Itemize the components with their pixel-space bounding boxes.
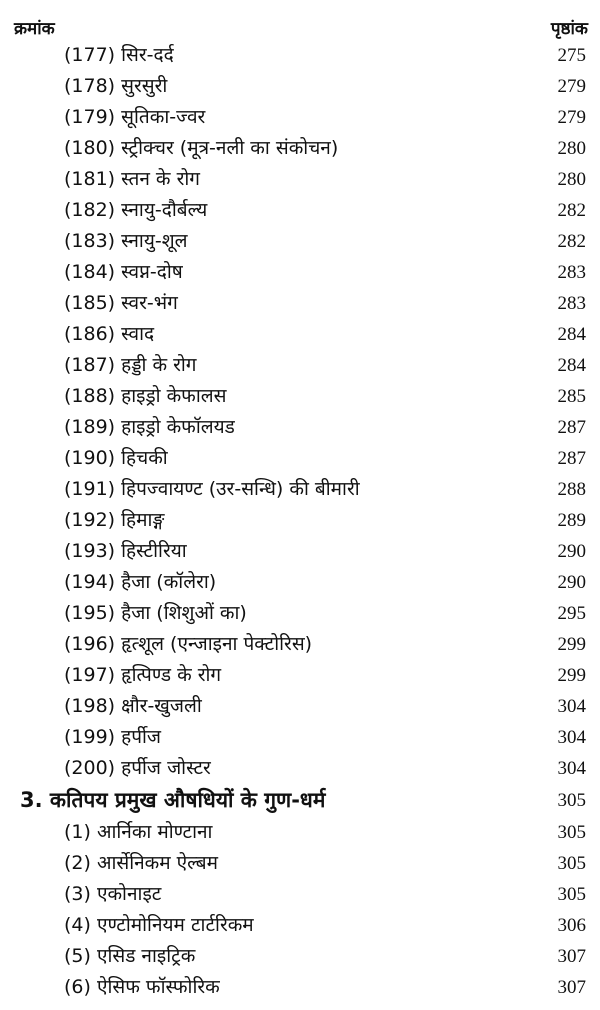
entry-title: (192) हिमाङ्ग xyxy=(64,509,165,531)
entry-title: (191) हिपज्वायण्ट (उर-सन्धि) की बीमारी xyxy=(64,478,360,500)
entry-page-number: 305 xyxy=(557,822,586,843)
list-item xyxy=(0,972,600,1003)
list-item xyxy=(0,443,600,474)
list-item xyxy=(0,226,600,257)
list-item xyxy=(0,350,600,381)
list-item xyxy=(0,381,600,412)
entry-page-number: 283 xyxy=(557,293,586,314)
entry-page-number: 299 xyxy=(557,634,586,655)
entry-title: (5) एसिड नाइट्रिक xyxy=(64,945,196,967)
contents-list xyxy=(0,40,600,1003)
entry-page-number: 279 xyxy=(557,107,586,128)
list-item xyxy=(0,257,600,288)
entry-title: (195) हैजा (शिशुओं का) xyxy=(64,602,247,624)
entry-page-number: 282 xyxy=(557,231,586,252)
list-item xyxy=(0,660,600,691)
list-item xyxy=(0,102,600,133)
entry-page-number: 284 xyxy=(557,355,586,376)
entry-page-number: 295 xyxy=(557,603,586,624)
entry-title: (185) स्वर-भंग xyxy=(64,292,178,314)
list-item xyxy=(0,288,600,319)
entry-title: (184) स्वप्न-दोष xyxy=(64,261,183,283)
entry-page-number: 299 xyxy=(557,665,586,686)
entry-title: (1) आर्निका मोण्टाना xyxy=(64,821,213,843)
serial-number-header: क्रमांक xyxy=(14,19,55,39)
entry-page-number: 306 xyxy=(557,915,586,936)
entry-title: (188) हाइड्रो केफालस xyxy=(64,385,227,407)
section-heading-row xyxy=(0,784,600,817)
list-item xyxy=(0,910,600,941)
entry-title: (199) हर्पीज xyxy=(64,726,162,748)
entry-title: (180) स्ट्रीक्चर (मूत्र-नली का संकोचन) xyxy=(64,137,339,159)
list-item xyxy=(0,40,600,71)
entry-title: (200) हर्पीज जोस्टर xyxy=(64,757,211,779)
entry-title: (178) सुरसुरी xyxy=(64,75,168,97)
list-item xyxy=(0,164,600,195)
list-item xyxy=(0,195,600,226)
section-title: 3. कतिपय प्रमुख औषधियों के गुण-धर्म xyxy=(20,788,326,812)
list-item xyxy=(0,817,600,848)
entry-title: (2) आर्सेनिकम ऐल्बम xyxy=(64,852,218,874)
entry-page-number: 290 xyxy=(557,572,586,593)
entry-title: (181) स्तन के रोग xyxy=(64,168,200,190)
entry-page-number: 304 xyxy=(557,727,586,748)
list-item xyxy=(0,598,600,629)
list-item xyxy=(0,505,600,536)
entry-page-number: 280 xyxy=(557,138,586,159)
entry-title: (183) स्नायु-शूल xyxy=(64,230,188,252)
entry-page-number: 288 xyxy=(557,479,586,500)
entry-page-number: 289 xyxy=(557,510,586,531)
entry-title: (190) हिचकी xyxy=(64,447,168,469)
entry-page-number: 305 xyxy=(557,853,586,874)
entry-title: (3) एकोनाइट xyxy=(64,883,162,905)
list-item xyxy=(0,133,600,164)
list-item xyxy=(0,848,600,879)
entry-title: (197) हृत्पिण्ड के रोग xyxy=(64,664,222,686)
entry-page-number: 287 xyxy=(557,417,586,438)
entry-page-number: 279 xyxy=(557,76,586,97)
entry-title: (196) हृत्शूल (एन्जाइना पेक्टोरिस) xyxy=(64,633,313,655)
entry-page-number: 275 xyxy=(557,45,586,66)
entry-title: (186) स्वाद xyxy=(64,323,155,345)
entry-page-number: 304 xyxy=(557,696,586,717)
list-item xyxy=(0,691,600,722)
entry-title: (193) हिस्टीरिया xyxy=(64,540,187,562)
entry-page-number: 283 xyxy=(557,262,586,283)
list-item xyxy=(0,474,600,505)
list-item xyxy=(0,629,600,660)
entry-title: (198) क्षौर-खुजली xyxy=(64,695,202,717)
entry-title: (189) हाइड्रो केफॉलयड xyxy=(64,416,235,438)
list-item xyxy=(0,319,600,350)
page-number-header: पृष्ठांक xyxy=(550,19,588,39)
entry-page-number: 307 xyxy=(557,977,586,998)
entry-title: (179) सूतिका-ज्वर xyxy=(64,106,206,128)
entry-title: (194) हैजा (कॉलेरा) xyxy=(64,571,217,593)
entry-page-number: 305 xyxy=(557,884,586,905)
entry-page-number: 304 xyxy=(557,758,586,779)
entry-title: (4) एण्टोमोनियम टार्टरिकम xyxy=(64,914,254,936)
entry-title: (182) स्नायु-दौर्बल्य xyxy=(64,199,208,221)
entry-title: (177) सिर-दर्द xyxy=(64,44,174,66)
entry-title: (187) हड्डी के रोग xyxy=(64,354,197,376)
entry-page-number: 282 xyxy=(557,200,586,221)
list-item xyxy=(0,412,600,443)
entry-page-number: 305 xyxy=(557,790,586,811)
list-item xyxy=(0,753,600,784)
entry-page-number: 285 xyxy=(557,386,586,407)
list-item xyxy=(0,71,600,102)
entry-page-number: 280 xyxy=(557,169,586,190)
list-item xyxy=(0,722,600,753)
entry-page-number: 290 xyxy=(557,541,586,562)
entry-page-number: 287 xyxy=(557,448,586,469)
list-item xyxy=(0,567,600,598)
entry-title: (6) ऐसिफ फॉस्फोरिक xyxy=(64,976,220,998)
entry-page-number: 307 xyxy=(557,946,586,967)
list-item xyxy=(0,879,600,910)
list-item xyxy=(0,941,600,972)
list-item xyxy=(0,536,600,567)
entry-page-number: 284 xyxy=(557,324,586,345)
